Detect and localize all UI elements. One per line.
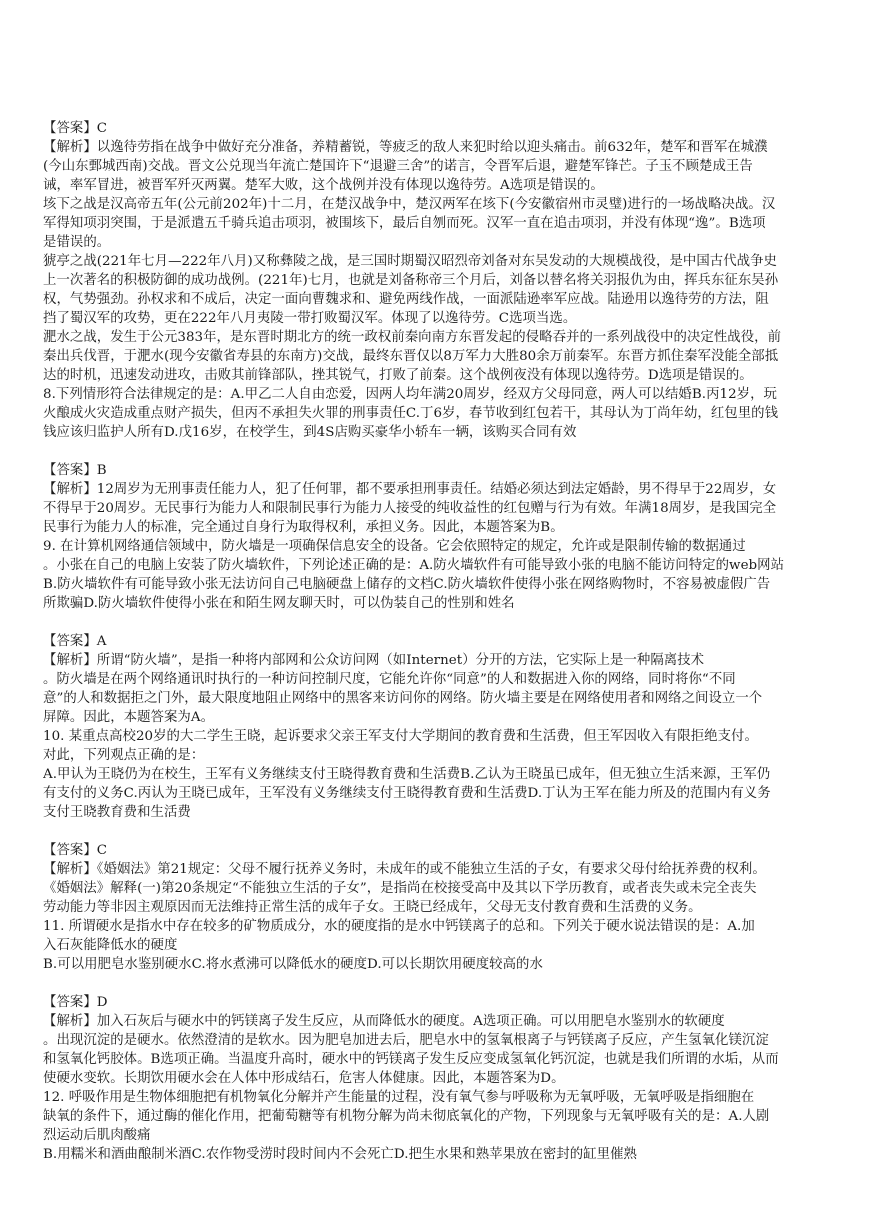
text-line: 淝水之战，发生于公元383年，是东晋时期北方的统一政权前秦向南方东晋发起的侵略吞并的一系列战役中的决定性战役，前: [43, 330, 782, 345]
text-line: 上一次著名的积极防御的成功战例。(221年)七月，也就是刘备称帝三个月后，刘备以替名将关羽报仇为由，挥兵东征东吴孙: [43, 273, 779, 288]
question-line: 12. 呼吸作用是生物体细胞把有机物氧化分解并产生能量的过程，没有氧气参与呼吸称为无氧呼吸，无氧呼吸是指细胞在: [43, 1090, 755, 1105]
text-line: 和氢氧化钙胶体。B选项正确。当温度升高时，硬水中的钙镁离子发生反应变成氢氧化钙沉淀，也就是我们所谓的水垢，从而: [43, 1052, 779, 1067]
text-line: 。出现沉淀的是硬水。依然澄清的是软水。因为肥皂加进去后，肥皂水中的氢氧根离子与钙镁离子反应，产生氢氧化镁沉淀: [43, 1033, 769, 1048]
text-line: 。防火墙是在两个网络通讯时执行的一种访问控制尺度，它能允许你“同意”的人和数据进入你的网络，同时将你“不同: [43, 672, 736, 687]
question-line: 。小张在自己的电脑上安装了防火墙软件，下列论述正确的是：A.防火墙软件有可能导致小张的电脑不能访问特定的web网站: [43, 558, 785, 573]
text-line: 【解析】加入石灰后与硬水中的钙镁离子发生反应，从而降低水的硬度。A选项正确。可以用肥皂水鉴别水的软硬度: [43, 1014, 725, 1029]
question-line: 9. 在计算机网络通信领域中，防火墙是一项确保信息安全的设备。它会依照特定的规定，允许或是限制传输的数据通过: [43, 539, 746, 554]
question-line: 火酿成火灾造成重点财产损失，但丙不承担失火罪的刑事责任C.丁6岁，春节收到红包若干，其母认为丁尚年幼，红包里的钱: [43, 406, 779, 421]
text-line: 意”的人和数据拒之门外，最大限度地阻止网络中的黑客来访问你的网络。防火墙主要是在网络使用者和网络之间设立一个: [43, 691, 763, 706]
question-line: 对此，下列观点正确的是：: [43, 748, 205, 763]
question-line: 支付王晓教育费和生活费: [43, 805, 191, 820]
question-line: 缺氧的条件下，通过酶的催化作用，把葡萄糖等有机物分解为尚未彻底氧化的产物，下列现象与无氧呼吸有关的是：A.人剧: [43, 1109, 770, 1124]
question-line: 所欺骗D.防火墙软件使得小张在和陌生网友聊天时，可以伪装自己的性别和姓名: [43, 596, 515, 611]
question-line: 钱应该归监护人所有D.戊16岁，在校学生，到4S店购买豪华小轿车一辆，该购买合同有效: [43, 425, 577, 440]
question-line: B.用糯米和酒曲酿制米酒C.农作物受涝时段时间内不会死亡D.把生水果和熟苹果放在密封的缸里催熟: [43, 1147, 637, 1162]
text-line: 垓下之战是汉高帝五年(公元前202年)十二月，在楚汉战争中，楚汉两军在垓下(今安徽宿州市灵璧)进行的一场战略决战。汉: [43, 197, 776, 212]
text-line: 《婚姻法》解释(一)第20条规定“不能独立生活的子女”，是指尚在校接受高中及其以下学历教育，或者丧失或未完全丧失: [43, 881, 757, 896]
answer-line: 【答案】C: [43, 843, 108, 858]
text-line: 劳动能力等非因主观原因而无法维持正常生活的成年子女。王晓已经成年，父母无支付教育费和生活费的义务。: [43, 900, 702, 915]
question-line: 烈运动后肌肉酸痛: [43, 1128, 151, 1143]
answer-line: 【答案】C: [43, 121, 108, 136]
answer-line: 【答案】B: [43, 463, 107, 478]
question-line: 10. 某重点高校20岁的大二学生王晓，起诉要求父亲王军支付大学期间的教育费和生活费，但王军因收入有限拒绝支付。: [43, 729, 758, 744]
text-line: 屏障。因此，本题答案为A。: [43, 710, 215, 725]
text-line: 诫，率军冒进，被晋军歼灭两翼。楚军大败，这个战例并没有体现以逸待劳。A选项是错误的。: [43, 178, 604, 193]
question-line: 入石灰能降低水的硬度: [43, 938, 178, 953]
question-line: 8.下列情形符合法律规定的是：A.甲乙二人自由恋爱，因两人均年满20周岁，经双方父母同意，两人可以结婚B.丙12岁，玩: [43, 387, 777, 402]
text-line: 秦出兵伐晋，于淝水(现今安徽省寿县的东南方)交战，最终东晋仅以8万军力大胜80余万前秦军。东晋方抓住秦军没能全部抵: [43, 349, 779, 364]
text-line: 不得早于20周岁。无民事行为能力人和限制民事行为能力人接受的纯收益性的红包赠与行为有效。年满18周岁，是我国完全: [43, 501, 777, 516]
question-line: A.甲认为王晓仍为在校生，王军有义务继续支付王晓得教育费和生活费B.乙认为王晓虽已成年，但无独立生活来源，王军仍: [43, 767, 771, 782]
text-line: 【解析】12周岁为无刑事责任能力人，犯了任何罪，都不要承担刑事责任。结婚必须达到法定婚龄，男不得早于22周岁，女: [43, 482, 777, 497]
question-line: 11. 所谓硬水是指水中存在较多的矿物质成分，水的硬度指的是水中钙镁离子的总和。下列关于硬水说法错误的是：A.加: [43, 919, 755, 934]
answer-line: 【答案】A: [43, 634, 107, 649]
text-line: (今山东鄄城西南)交战。晋文公兑现当年流亡楚国许下“退避三舍”的诺言，令晋军后退，避楚军锋芒。子玉不顾楚成王告: [43, 159, 753, 174]
text-line: 权，气势强劲。孙权求和不成后，决定一面向曹魏求和、避免两线作战，一面派陆逊率军应战。陆逊用以逸待劳的方法，阻: [43, 292, 769, 307]
text-line: 【解析】《婚姻法》第21规定：父母不履行抚养义务时，未成年的或不能独立生活的子女，有要求父母付给抚养费的权利。: [43, 862, 766, 877]
text-line: 猇亭之战(221年七月—222年八月)又称彝陵之战，是三国时期蜀汉昭烈帝刘备对东吴发动的大规模战役，是中国古代战争史: [43, 254, 777, 269]
text-line: 是错误的。: [43, 235, 111, 250]
text-line: 使硬水变软。长期饮用硬水会在人体中形成结石，危害人体健康。因此，本题答案为D。: [43, 1071, 565, 1086]
question-line: 有支付的义务C.丙认为王晓已成年，王军没有义务继续支付王晓得教育费和生活费D.丁认为王军在能力所及的范围内有义务: [43, 786, 771, 801]
text-line: 挡了蜀汉军的攻势，更在222年八月夷陵一带打败蜀汉军。体现了以逸待劳。C选项当选。: [43, 311, 577, 326]
text-line: 【解析】以逸待劳指在战争中做好充分准备，养精蓄锐，等疲乏的敌人来犯时给以迎头痛击。前632年，楚军和晋军在城濮: [43, 140, 768, 155]
answer-line: 【答案】D: [43, 995, 108, 1010]
text-line: 民事行为能力人的标准，完全通过自身行为取得权利，承担义务。因此，本题答案为B。: [43, 520, 564, 535]
question-line: B.防火墙软件有可能导致小张无法访问自己电脑硬盘上储存的文档C.防火墙软件使得小张在网络购物时，不容易被虚假广告: [43, 577, 771, 592]
text-line: 军得知项羽突围，于是派遣五千骑兵追击项羽，被围垓下，最后自刎而死。汉军一直在追击项羽，并没有体现“逸”。B选项: [43, 216, 766, 231]
question-line: B.可以用肥皂水鉴别硬水C.将水煮沸可以降低水的硬度D.可以长期饮用硬度较高的水: [43, 957, 543, 972]
text-line: 【解析】所谓“防火墙”，是指一种将内部网和公众访问网（如Internet）分开的方法，它实际上是一种隔离技术: [43, 653, 705, 668]
text-line: 达的时机，迅速发动进攻，击败其前锋部队，挫其锐气，打败了前秦。这个战例夜没有体现以逸待劳。D选项是错误的。: [43, 368, 753, 383]
